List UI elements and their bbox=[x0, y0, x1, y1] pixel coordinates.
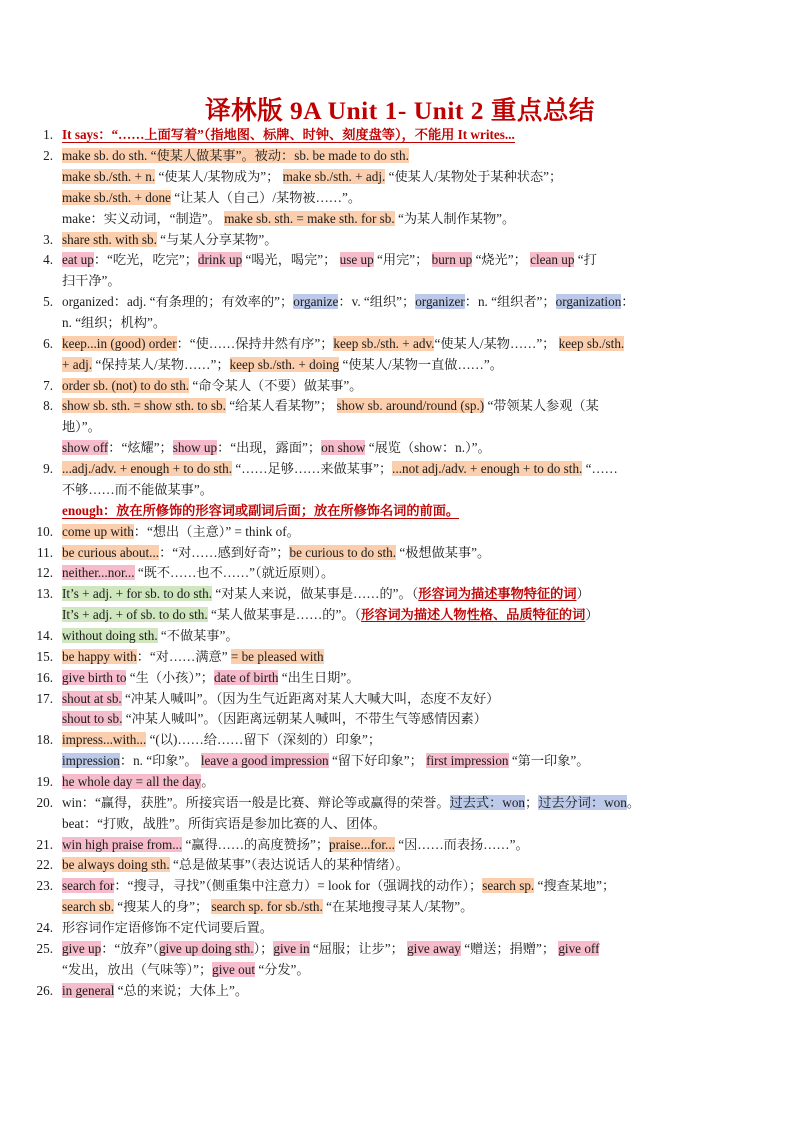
list-item-line bbox=[62, 292, 768, 313]
list-item-line bbox=[62, 939, 768, 960]
text-run-hl-orange: search sp. bbox=[482, 878, 535, 894]
text-run: ：“炫耀”； bbox=[108, 440, 173, 456]
text-run: ：“放弃”（ bbox=[101, 940, 160, 956]
text-run-hl-pink: leave a good impression bbox=[200, 753, 329, 769]
list-item bbox=[32, 230, 768, 251]
text-run-hl-orange: praise...for... bbox=[329, 836, 395, 852]
text-run-hl-pink: shout to sb. bbox=[62, 711, 123, 727]
list-item bbox=[32, 626, 768, 647]
text-run: 扫干净”。 bbox=[62, 273, 121, 289]
list-item-body bbox=[62, 376, 768, 397]
text-run-hl-pink: give off bbox=[558, 940, 600, 956]
list-item-number: 22. bbox=[36, 857, 53, 873]
list-item bbox=[32, 855, 768, 876]
list-item-body bbox=[62, 939, 768, 981]
text-run: n. “组织；机构”。 bbox=[62, 315, 167, 331]
list-item-body bbox=[62, 876, 768, 918]
list-item-number: 17. bbox=[36, 690, 53, 706]
list-item-number: 21. bbox=[36, 836, 53, 852]
list-item bbox=[32, 939, 768, 981]
text-run-hl-orange: make sb. sth. = make sth. for sb. bbox=[224, 210, 395, 226]
list-item-number: 20. bbox=[36, 794, 53, 810]
list-item-body bbox=[62, 981, 768, 1002]
text-run: “用完”； bbox=[373, 252, 432, 268]
text-run: “让某人（自己）/某物被……”。 bbox=[170, 189, 362, 205]
list-item bbox=[32, 668, 768, 689]
list-item-body bbox=[62, 668, 768, 689]
list-item bbox=[32, 584, 768, 626]
text-run: ） bbox=[576, 586, 590, 602]
list-item-line bbox=[62, 584, 768, 605]
text-run: “使某人/某物成为”； bbox=[155, 169, 283, 185]
text-run-hl-pink: show off bbox=[62, 440, 109, 456]
list-item bbox=[32, 918, 768, 939]
list-item bbox=[32, 793, 768, 835]
text-run: “总的来说；大体上”。 bbox=[114, 982, 249, 998]
list-item bbox=[32, 459, 768, 522]
text-run: “不做某事”。 bbox=[157, 627, 239, 643]
text-run-hl-blue: organization bbox=[555, 294, 622, 310]
text-run-hl-orange: come up with bbox=[62, 523, 134, 539]
list-item-number: 3. bbox=[43, 231, 53, 247]
text-run-hl-pink: he whole day = all the day bbox=[62, 773, 202, 789]
list-item-body bbox=[62, 772, 768, 793]
text-run: “冲某人喊叫”。（因距离远朝某人喊叫，不带生气等感情因素） bbox=[122, 711, 487, 727]
list-item-line bbox=[62, 334, 768, 355]
text-run: “生（小孩）”； bbox=[126, 669, 214, 685]
list-item-number: 13. bbox=[36, 586, 53, 602]
text-run-hl-orange: search sp. for sb./sth. bbox=[211, 899, 323, 915]
list-item-number: 6. bbox=[43, 335, 53, 351]
text-run-hl-pink: use up bbox=[339, 252, 374, 268]
text-run: make：实义动词，“制造”。 bbox=[62, 210, 225, 226]
list-item-line bbox=[62, 543, 768, 564]
list-item bbox=[32, 522, 768, 543]
list-item-number: 23. bbox=[36, 878, 53, 894]
text-run-red-u: enough：放在所修饰的形容词或副词后面；放在所修饰名词的前面。 bbox=[62, 502, 460, 518]
list-item-line bbox=[62, 396, 768, 417]
text-run-hl-blue: organizer bbox=[415, 294, 465, 310]
text-run-hl-pink: give in bbox=[273, 940, 310, 956]
list-item-body bbox=[62, 334, 768, 376]
text-run-hl-green: It’s + adj. + for sb. to do sth. bbox=[62, 586, 213, 602]
text-run-hl-orange: be always doing sth. bbox=[62, 857, 170, 873]
list-item-line bbox=[62, 563, 768, 584]
text-run: 地）”。 bbox=[62, 419, 101, 435]
list-item-line bbox=[62, 459, 768, 480]
text-run-hl-pink: give up doing sth. bbox=[159, 940, 254, 956]
text-run: “使某人/某物一直做……”。 bbox=[339, 356, 503, 372]
text-run-red-ul: 形容词为描述人物性格、品质特征的词 bbox=[361, 607, 586, 623]
list-item-number: 2. bbox=[43, 148, 53, 164]
list-item-body bbox=[62, 522, 768, 543]
list-item-number: 5. bbox=[43, 294, 53, 310]
list-item bbox=[32, 981, 768, 1002]
text-run: “第一印象”。 bbox=[508, 753, 590, 769]
list-item-number: 19. bbox=[36, 773, 53, 789]
text-run-hl-orange: share sth. with sb. bbox=[62, 231, 157, 247]
text-run-hl-orange: ...adj./adv. + enough + to do sth. bbox=[62, 461, 233, 477]
list-item-body bbox=[62, 396, 768, 459]
text-run-hl-pink: first impression bbox=[426, 753, 509, 769]
list-item-body bbox=[62, 459, 768, 522]
text-run-hl-orange: order sb. (not) to do sth. bbox=[62, 377, 190, 393]
text-run: “对某人来说，做某事是……的”。（ bbox=[212, 586, 419, 602]
list-item bbox=[32, 250, 768, 292]
list-item-number: 8. bbox=[43, 398, 53, 414]
list-item bbox=[32, 543, 768, 564]
list-item-line bbox=[62, 751, 768, 772]
text-run-hl-orange: be curious about... bbox=[62, 544, 160, 560]
text-run-hl-pink: eat up bbox=[62, 252, 94, 268]
list-item-body bbox=[62, 835, 768, 856]
list-item-line bbox=[62, 501, 768, 522]
text-run: “因……而表扬……”。 bbox=[394, 836, 529, 852]
list-item bbox=[32, 334, 768, 376]
list-item-body bbox=[62, 855, 768, 876]
text-run-hl-orange: keep...in (good) order bbox=[62, 335, 177, 351]
list-item-body bbox=[62, 626, 768, 647]
text-run: “带领某人参观（某 bbox=[484, 398, 599, 414]
text-run-hl-orange: show sb. sth. = show sth. to sb. bbox=[62, 398, 226, 414]
list-item-number: 26. bbox=[36, 982, 53, 998]
text-run: “总是做某事”（表达说话人的某种情绪）。 bbox=[169, 857, 409, 873]
list-item-number: 4. bbox=[43, 252, 53, 268]
text-run: 不够……而不能做某事”。 bbox=[62, 481, 213, 497]
list-item-number: 18. bbox=[36, 732, 53, 748]
list-item-line bbox=[62, 355, 768, 376]
list-item-line bbox=[62, 125, 768, 146]
list-item-line bbox=[62, 960, 768, 981]
list-item-line bbox=[62, 250, 768, 271]
list-item-body bbox=[62, 730, 768, 772]
list-item-number: 7. bbox=[43, 377, 53, 393]
text-run: ：“对……满意” bbox=[136, 648, 231, 664]
text-run-hl-pink: give up bbox=[62, 940, 102, 956]
list-item-body bbox=[62, 292, 768, 334]
text-run-hl-orange: keep sb./sth. bbox=[558, 335, 625, 351]
text-run: “搜查某地”； bbox=[534, 878, 616, 894]
text-run-red-u: It says：“……上面写着”（指地图、标牌、时钟、刻度盘等），不能用 It writes... bbox=[62, 127, 515, 143]
list-item-body bbox=[62, 563, 768, 584]
text-run-hl-orange: impress...with... bbox=[62, 732, 147, 748]
text-run-hl-pink: shout at sb. bbox=[62, 690, 122, 706]
text-run: organized：adj. “有条理的；有效率的”； bbox=[62, 294, 294, 310]
list-item bbox=[32, 376, 768, 397]
page-title: 译林版 9A Unit 1- Unit 2 重点总结 bbox=[205, 96, 595, 125]
text-run: “极想做某事”。 bbox=[396, 544, 491, 560]
list-item bbox=[32, 835, 768, 856]
list-item bbox=[32, 125, 768, 146]
text-run: ：“搜寻，寻找”（侧重集中注意力）= look for（强调找的动作）； bbox=[114, 878, 483, 894]
list-item-number: 9. bbox=[43, 461, 53, 477]
text-run: ； bbox=[525, 794, 539, 810]
list-item bbox=[32, 689, 768, 731]
text-run: “既不……也不……”（就近原则）。 bbox=[134, 565, 335, 581]
text-run-hl-orange: make sb./sth. + done bbox=[62, 189, 171, 205]
text-run-hl-pink: give away bbox=[407, 940, 461, 956]
list-item-line bbox=[62, 793, 768, 814]
text-run-hl-pink: win high praise from... bbox=[62, 836, 183, 852]
list-item bbox=[32, 772, 768, 793]
text-run: “……足够……来做某事”； bbox=[232, 461, 393, 477]
text-run-hl-orange: make sb./sth. + n. bbox=[62, 169, 156, 185]
list-item-number: 10. bbox=[36, 523, 53, 539]
text-run: “为某人制作某物”。 bbox=[394, 210, 516, 226]
list-item-body bbox=[62, 584, 768, 626]
text-run: win：“赢得，获胜”。所接宾语一般是比赛、辩论等或赢得的荣誉。 bbox=[62, 794, 450, 810]
list-item-line bbox=[62, 730, 768, 751]
text-run-hl-orange: be happy with bbox=[62, 648, 137, 664]
list-item-line bbox=[62, 876, 768, 897]
text-run-hl-orange: = be pleased with bbox=[230, 648, 324, 664]
text-run-hl-blue: 过去式：won bbox=[449, 794, 526, 810]
text-run: “与某人分享某物”。 bbox=[156, 231, 278, 247]
list-item-line bbox=[62, 271, 768, 292]
list-item-line bbox=[62, 647, 768, 668]
text-run: “某人做某事是……的”。（ bbox=[207, 607, 362, 623]
text-run-hl-blue: organize bbox=[293, 294, 339, 310]
text-run-hl-blue: 过去分词：won bbox=[538, 794, 627, 810]
list-item-line bbox=[62, 772, 768, 793]
text-run: ）； bbox=[253, 940, 274, 956]
summary-list bbox=[0, 125, 800, 1001]
text-run: “使某人/某物……”； bbox=[434, 335, 559, 351]
text-run: “发出，放出（气味等）”； bbox=[62, 961, 213, 977]
text-run: “烧光”； bbox=[472, 252, 531, 268]
list-item-line bbox=[62, 209, 768, 230]
text-run-hl-pink: date of birth bbox=[214, 669, 279, 685]
list-item-line bbox=[62, 376, 768, 397]
list-item-body bbox=[62, 125, 768, 146]
text-run: “…… bbox=[582, 461, 618, 477]
list-item-line bbox=[62, 438, 768, 459]
list-item-line bbox=[62, 689, 768, 710]
list-item-line bbox=[62, 188, 768, 209]
list-item-line bbox=[62, 146, 768, 167]
list-item-line bbox=[62, 522, 768, 543]
list-item-line bbox=[62, 668, 768, 689]
text-run-hl-orange: keep sb./sth. + doing bbox=[229, 356, 340, 372]
list-item-line bbox=[62, 230, 768, 251]
list-item-number: 11. bbox=[37, 544, 53, 560]
text-run: “打 bbox=[574, 252, 597, 268]
text-run-hl-orange: + adj. bbox=[62, 356, 93, 372]
text-run: ：“使……保持井然有序”； bbox=[176, 335, 334, 351]
text-run-hl-orange: make sb./sth. + adj. bbox=[282, 169, 386, 185]
text-run: “出生日期”。 bbox=[278, 669, 360, 685]
list-item-body bbox=[62, 543, 768, 564]
list-item-line bbox=[62, 709, 768, 730]
text-run-hl-orange: be curious to do sth. bbox=[289, 544, 397, 560]
text-run: “分发”。 bbox=[255, 961, 310, 977]
list-item bbox=[32, 146, 768, 229]
list-item-number: 25. bbox=[36, 940, 53, 956]
text-run-hl-green: without doing sth. bbox=[62, 627, 158, 643]
text-run-hl-orange: search sb. bbox=[62, 899, 114, 915]
text-run: ：“想出（主意）” = think of。 bbox=[133, 523, 300, 539]
text-run-red-ul: 形容词为描述事物特征的词 bbox=[418, 586, 577, 602]
text-run-hl-pink: show up bbox=[172, 440, 218, 456]
list-item-line bbox=[62, 626, 768, 647]
list-item bbox=[32, 876, 768, 918]
text-run: ：n. “印象”。 bbox=[119, 753, 201, 769]
list-item-body bbox=[62, 146, 768, 229]
text-run: “赢得……的高度赞扬”； bbox=[182, 836, 330, 852]
text-run: ：v. “组织”； bbox=[338, 294, 416, 310]
text-run-hl-orange: show sb. around/round (sp.) bbox=[336, 398, 485, 414]
text-run-hl-pink: neither...nor... bbox=[62, 565, 135, 581]
text-run-hl-orange: keep sb./sth. + adv. bbox=[333, 335, 435, 351]
list-item-line bbox=[62, 835, 768, 856]
list-item-number: 24. bbox=[36, 919, 53, 935]
text-run: “使某人/某物处于某种状态”； bbox=[385, 169, 563, 185]
text-run-hl-pink: burn up bbox=[431, 252, 473, 268]
text-run: beat：“打败，战胜”。所街宾语是参加比赛的人、团体。 bbox=[62, 815, 386, 831]
text-run: “给某人看某物”； bbox=[225, 398, 337, 414]
text-run-hl-pink: give birth to bbox=[62, 669, 127, 685]
text-run-hl-pink: give out bbox=[212, 961, 256, 977]
list-item-line bbox=[62, 605, 768, 626]
text-run-hl-orange: ...not adj./adv. + enough + to do sth. bbox=[392, 461, 583, 477]
text-run-hl-pink: drink up bbox=[197, 252, 243, 268]
text-run: “搜某人的身”； bbox=[114, 899, 212, 915]
list-item-number: 14. bbox=[36, 627, 53, 643]
text-run: “命令某人（不要）做某事”。 bbox=[189, 377, 363, 393]
text-run: 形容词作定语修饰不定代词要后置。 bbox=[62, 919, 273, 935]
text-run-hl-pink: clean up bbox=[530, 252, 575, 268]
list-item bbox=[32, 730, 768, 772]
text-run: “留下好印象”； bbox=[328, 753, 427, 769]
list-item-number: 16. bbox=[36, 669, 53, 685]
list-item-line bbox=[62, 855, 768, 876]
text-run: “赠送；捐赠”； bbox=[460, 940, 559, 956]
list-item-line bbox=[62, 981, 768, 1002]
text-run: “(以)……给……留下（深刻的）印象”； bbox=[146, 732, 382, 748]
list-item bbox=[32, 396, 768, 459]
text-run: ：“吃光，吃完”； bbox=[93, 252, 198, 268]
list-item-number: 12. bbox=[36, 565, 53, 581]
text-run-hl-blue: impression bbox=[62, 753, 120, 769]
text-run: ： bbox=[621, 294, 635, 310]
list-item-line bbox=[62, 313, 768, 334]
list-item-line bbox=[62, 480, 768, 501]
text-run-hl-green: It’s + adj. + of sb. to do sth. bbox=[62, 607, 208, 623]
list-item-body bbox=[62, 689, 768, 731]
list-item-line bbox=[62, 918, 768, 939]
text-run-hl-pink: search for bbox=[62, 878, 115, 894]
text-run: “展览（show：n.）”。 bbox=[365, 440, 491, 456]
text-run: “喝光，喝完”； bbox=[242, 252, 340, 268]
text-run: “在某地搜寻某人/某物”。 bbox=[322, 899, 474, 915]
list-item-line bbox=[62, 417, 768, 438]
list-item-body bbox=[62, 230, 768, 251]
list-item-body bbox=[62, 793, 768, 835]
text-run-hl-pink: in general bbox=[62, 982, 115, 998]
text-run-hl-orange: make sb. do sth. “使某人做某事”。 bbox=[62, 148, 255, 164]
text-run: 。 bbox=[201, 773, 215, 789]
text-run-hl-orange: 被动：sb. be made to do sth. bbox=[254, 148, 409, 164]
list-item-line bbox=[62, 897, 768, 918]
list-item-line bbox=[62, 167, 768, 188]
text-run: ：n. “组织者”； bbox=[464, 294, 556, 310]
list-item-line bbox=[62, 814, 768, 835]
text-run: ：“对……感到好奇”； bbox=[159, 544, 290, 560]
list-item-number: 15. bbox=[36, 648, 53, 664]
list-item-body bbox=[62, 918, 768, 939]
text-run: “冲某人喊叫”。（因为生气近距离对某人大喊大叫，态度不友好） bbox=[121, 690, 500, 706]
text-run-hl-pink: on show bbox=[321, 440, 366, 456]
list-item bbox=[32, 563, 768, 584]
list-item-body bbox=[62, 647, 768, 668]
text-run: ） bbox=[585, 607, 599, 623]
text-run: “屈服；让步”； bbox=[309, 940, 408, 956]
text-run: 。 bbox=[626, 794, 641, 810]
list-item-body bbox=[62, 250, 768, 292]
text-run: ：“出现，露面”； bbox=[217, 440, 322, 456]
list-item bbox=[32, 647, 768, 668]
list-item-number: 1. bbox=[43, 127, 53, 143]
text-run: “保持某人/某物……”； bbox=[92, 356, 230, 372]
list-item bbox=[32, 292, 768, 334]
